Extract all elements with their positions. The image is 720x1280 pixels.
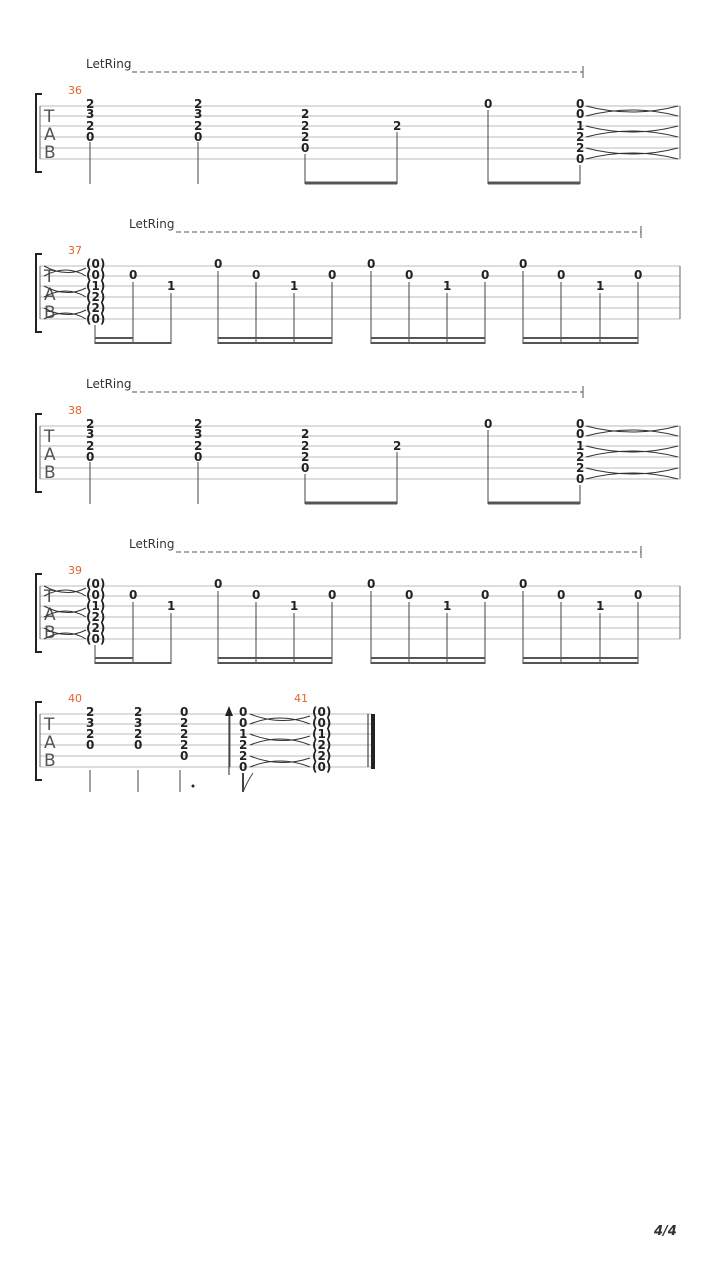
fret-number: 0: [194, 130, 203, 144]
fret-number: 0: [484, 97, 493, 111]
tie-arcs: [586, 106, 678, 159]
tied-fret: (0): [86, 257, 106, 271]
tab-clef-t: T: [44, 427, 55, 447]
fret-number: 0: [239, 705, 248, 719]
fret-number: 0: [134, 738, 143, 752]
fret-number: 2: [194, 119, 203, 133]
page-number: 4/4: [654, 1224, 677, 1239]
fret-number: 0: [519, 257, 528, 271]
fret-number: 2: [194, 417, 203, 431]
fret-number: 2: [301, 119, 310, 133]
tab-clef-b: B: [44, 463, 56, 483]
tied-fret: (1): [86, 279, 106, 293]
tied-fret: (2): [312, 749, 332, 763]
fret-number: 1: [167, 599, 176, 613]
fret-number: 0: [129, 588, 138, 602]
tab-clef-t: T: [44, 715, 55, 735]
tab-clef-b: B: [44, 623, 56, 643]
fret-number: 1: [239, 727, 248, 741]
fret-number: 1: [596, 599, 605, 613]
fret-number: 2: [180, 716, 189, 730]
fret-number: 2: [576, 450, 585, 464]
fret-number: 1: [576, 119, 585, 133]
fret-number: 3: [86, 107, 95, 121]
fret-number: 2: [576, 130, 585, 144]
fret-number: 2: [576, 141, 585, 155]
tied-fret: (2): [312, 738, 332, 752]
system-4: [36, 537, 680, 664]
fret-number: 0: [481, 588, 490, 602]
fret-number: 0: [252, 588, 261, 602]
fret-number: 2: [134, 727, 143, 741]
tab-clef-b: B: [44, 143, 56, 163]
fret-number: 3: [194, 107, 203, 121]
fret-number: 0: [129, 268, 138, 282]
fret-number: 2: [239, 749, 248, 763]
fret-number: 1: [290, 599, 299, 613]
fret-number: 0: [405, 268, 414, 282]
tab-clef-b: B: [44, 751, 56, 771]
fret-number: 0: [576, 472, 585, 486]
fret-number: 0: [194, 450, 203, 464]
measure-number: 38: [68, 404, 82, 417]
fret-number: 0: [86, 450, 95, 464]
beams: [95, 658, 638, 663]
fret-number: 0: [367, 577, 376, 591]
measure-number: 41: [294, 692, 308, 705]
strum-up-arrow-icon: [225, 706, 233, 716]
system-1: [36, 57, 680, 184]
fret-number: 0: [328, 588, 337, 602]
fret-number: 2: [86, 97, 95, 111]
fret-number: 0: [180, 749, 189, 763]
fret-number: 0: [367, 257, 376, 271]
system-2: [36, 217, 680, 344]
measure-number: 36: [68, 84, 82, 97]
tab-clef-t: T: [44, 587, 55, 607]
tied-fret: (0): [86, 577, 106, 591]
measure-number: 37: [68, 244, 82, 257]
fret-number: 3: [86, 716, 95, 730]
measure-number: 40: [68, 692, 82, 705]
fret-number: 0: [576, 417, 585, 431]
fret-number: 1: [596, 279, 605, 293]
tab-clef-a: A: [44, 605, 56, 625]
fret-number: 2: [301, 439, 310, 453]
fret-number: 0: [86, 738, 95, 752]
fret-number: 0: [481, 268, 490, 282]
let-ring-label: LetRing: [129, 537, 175, 551]
let-ring-label: LetRing: [129, 217, 175, 231]
let-ring-label: LetRing: [86, 377, 132, 391]
fret-number: 2: [180, 738, 189, 752]
fret-number: 2: [301, 107, 310, 121]
fret-number: 0: [214, 257, 223, 271]
fret-number: 0: [301, 141, 310, 155]
fret-number: 2: [86, 417, 95, 431]
tab-clef-a: A: [44, 445, 56, 465]
fret-number: 2: [393, 439, 402, 453]
fret-number: 1: [576, 439, 585, 453]
fret-number: 1: [443, 279, 452, 293]
fret-number: 0: [576, 427, 585, 441]
tied-fret: (0): [86, 588, 106, 602]
fret-number: 0: [557, 588, 566, 602]
fret-number: 0: [405, 588, 414, 602]
tied-fret: (0): [312, 760, 332, 774]
tab-clef-a: A: [44, 733, 56, 753]
tied-fret: (1): [312, 727, 332, 741]
fret-number: 0: [519, 577, 528, 591]
fret-number: 0: [328, 268, 337, 282]
dotted-note-dot: [192, 785, 195, 788]
tied-fret: (0): [86, 632, 106, 646]
system-3: [36, 377, 680, 504]
fret-number: 3: [194, 427, 203, 441]
fret-number: 0: [634, 268, 643, 282]
fret-number: 0: [484, 417, 493, 431]
system-5: [36, 692, 373, 792]
fret-number: 1: [443, 599, 452, 613]
fret-number: 0: [252, 268, 261, 282]
fret-number: 0: [239, 760, 248, 774]
fret-number: 0: [214, 577, 223, 591]
tab-clef-a: A: [44, 125, 56, 145]
tied-fret: (2): [86, 610, 106, 624]
fret-number: 0: [557, 268, 566, 282]
fret-number: 0: [239, 716, 248, 730]
fret-number: 2: [393, 119, 402, 133]
tied-fret: (1): [86, 599, 106, 613]
tied-fret: (0): [312, 716, 332, 730]
fret-number: 3: [86, 427, 95, 441]
fret-number: 2: [194, 439, 203, 453]
note-flag-icon: [243, 773, 253, 792]
fret-number: 2: [86, 705, 95, 719]
fret-number: 1: [290, 279, 299, 293]
fret-number: 0: [634, 588, 643, 602]
fret-number: 1: [167, 279, 176, 293]
measure-number: 39: [68, 564, 82, 577]
fret-number: 0: [86, 130, 95, 144]
fret-number: 2: [180, 727, 189, 741]
tied-fret: (2): [86, 290, 106, 304]
fret-number: 2: [301, 427, 310, 441]
fret-number: 2: [301, 450, 310, 464]
fret-number: 0: [180, 705, 189, 719]
fret-number: 2: [86, 439, 95, 453]
tab-clef-a: A: [44, 285, 56, 305]
fret-number: 2: [194, 97, 203, 111]
fret-number: 2: [239, 738, 248, 752]
tied-fret: (0): [86, 312, 106, 326]
fret-number: 2: [576, 461, 585, 475]
fret-number: 0: [576, 107, 585, 121]
tab-clef-b: B: [44, 303, 56, 323]
let-ring-label: LetRing: [86, 57, 132, 71]
tied-fret: (0): [312, 705, 332, 719]
tied-fret: (2): [86, 301, 106, 315]
fret-number: 0: [576, 152, 585, 166]
fret-number: 2: [301, 130, 310, 144]
fret-number: 2: [86, 727, 95, 741]
fret-number: 0: [301, 461, 310, 475]
tab-clef-t: T: [44, 267, 55, 287]
fret-number: 3: [134, 716, 143, 730]
tied-fret: (0): [86, 268, 106, 282]
fret-number: 2: [134, 705, 143, 719]
tie-arcs: [250, 714, 310, 767]
fret-number: 0: [576, 97, 585, 111]
beams: [95, 338, 638, 343]
tab-clef-t: T: [44, 107, 55, 127]
tied-fret: (2): [86, 621, 106, 635]
fret-number: 2: [86, 119, 95, 133]
tie-arcs: [586, 426, 678, 479]
